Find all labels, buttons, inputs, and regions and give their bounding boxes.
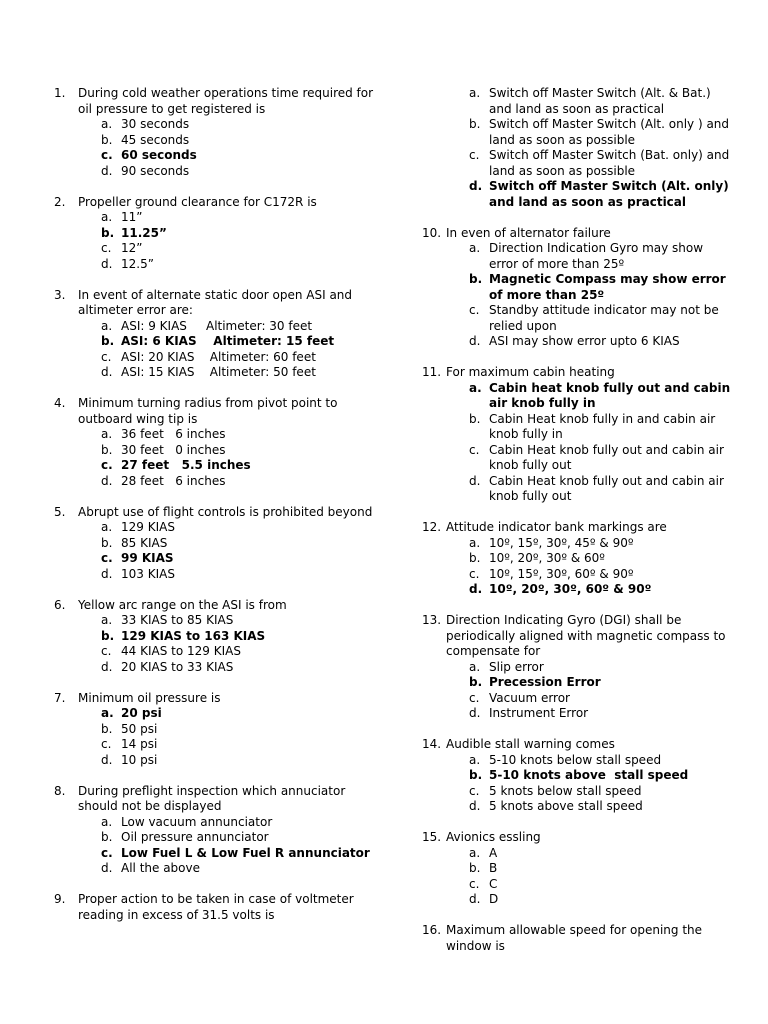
option-letter: a.	[101, 210, 113, 224]
option-text: 36 feet 6 inches	[121, 427, 226, 441]
option-text: Switch off Master Switch (Alt. only ) and land as soon as possible	[489, 117, 733, 147]
option-text: 10º, 20º, 30º & 60º	[489, 551, 605, 565]
option-letter: b.	[469, 551, 481, 565]
question-spacer	[422, 722, 732, 738]
option-letter: b.	[101, 830, 113, 844]
question-number: 3.	[54, 287, 66, 302]
option-letter: c.	[469, 148, 480, 162]
question-stem	[54, 195, 374, 211]
option-letter: a.	[101, 520, 113, 534]
question-spacer	[422, 505, 732, 521]
question-text: During cold weather operations time required for oil pressure to get registered is	[78, 86, 374, 116]
question-spacer	[54, 877, 374, 893]
question-stem	[54, 396, 374, 427]
question-spacer	[54, 582, 374, 598]
option-letter: d.	[101, 473, 113, 488]
left-column	[54, 86, 374, 923]
option-text: 12.5”	[121, 256, 154, 271]
question-spacer	[422, 210, 732, 226]
option-text: 90 seconds	[121, 163, 190, 178]
answer-option	[54, 427, 374, 443]
question-spacer	[54, 489, 374, 505]
question-text: For maximum cabin heating	[446, 365, 615, 379]
answer-option	[422, 412, 732, 443]
answer-option	[54, 210, 374, 226]
question-number: 15.	[422, 830, 442, 844]
option-letter: d.	[469, 334, 481, 348]
option-text: 5 knots below stall speed	[489, 783, 642, 798]
answer-option	[54, 474, 374, 490]
answer-option	[422, 148, 732, 179]
option-letter: c.	[101, 241, 112, 255]
option-letter: c.	[469, 303, 480, 317]
answer-option	[422, 846, 732, 862]
question-block	[54, 892, 374, 923]
option-text: Direction Indication Gyro may show error of more than 25º	[489, 241, 707, 271]
answer-option	[54, 520, 374, 536]
answer-option	[422, 241, 732, 272]
option-letter: d.	[101, 365, 113, 379]
question-block	[422, 86, 732, 210]
option-text: 99 KIAS	[121, 551, 174, 565]
question-stem	[422, 365, 732, 381]
question-number: 7.	[54, 690, 66, 705]
answer-option-correct	[422, 179, 732, 210]
answer-option	[54, 350, 374, 366]
option-text: Low vacuum annunciator	[121, 814, 273, 829]
option-text: 60 seconds	[121, 148, 197, 162]
answer-option	[422, 474, 732, 505]
option-text: B	[489, 861, 498, 875]
option-letter: d.	[469, 582, 483, 596]
question-text: Direction Indicating Gyro (DGI) shall be periodically aligned with magnetic compass to compensate for	[446, 613, 726, 658]
answer-option-correct	[54, 226, 374, 242]
question-number: 12.	[422, 520, 442, 534]
option-text: 12”	[121, 241, 143, 255]
answer-option	[54, 443, 374, 459]
answer-option	[422, 799, 732, 815]
answer-option-correct	[54, 706, 374, 722]
question-spacer	[54, 381, 374, 397]
option-letter: b.	[469, 411, 481, 426]
answer-options	[422, 536, 732, 598]
question-number: 6.	[54, 597, 66, 612]
question-number: 11.	[422, 365, 442, 379]
option-letter: a.	[101, 318, 113, 333]
question-text: Minimum oil pressure is	[78, 690, 221, 705]
option-letter: c.	[101, 845, 113, 860]
option-letter: d.	[101, 861, 113, 875]
question-number: 14.	[422, 737, 442, 751]
option-text: Standby attitude indicator may not be relied upon	[489, 303, 723, 333]
answer-options	[422, 380, 735, 505]
option-text: 11”	[121, 210, 143, 224]
option-text: Vacuum error	[489, 690, 570, 705]
option-letter: a.	[101, 706, 114, 720]
answer-option	[54, 567, 374, 583]
option-text: Cabin Heat knob fully in and cabin air knob fully in	[489, 411, 720, 441]
answer-option-correct	[422, 272, 732, 303]
right-column	[422, 86, 735, 954]
answer-option-correct	[422, 675, 732, 691]
question-number: 2.	[54, 194, 66, 209]
option-letter: b.	[469, 272, 483, 286]
option-letter: c.	[101, 737, 112, 751]
answer-option	[54, 257, 374, 273]
answer-option	[54, 830, 374, 846]
answer-option	[422, 861, 732, 877]
question-text: Yellow arc range on the ASI is from	[78, 597, 287, 612]
question-stem	[54, 505, 374, 521]
question-block	[422, 226, 732, 350]
option-letter: b.	[469, 675, 483, 689]
option-letter: a.	[469, 241, 481, 255]
question-stem	[54, 691, 374, 707]
question-text: Attitude indicator bank markings are	[446, 520, 667, 534]
question-block	[54, 288, 374, 381]
answer-option	[54, 861, 374, 877]
option-letter: c.	[101, 458, 113, 472]
option-text: D	[489, 892, 499, 906]
question-text: During preflight inspection which annuciator should not be displayed	[78, 783, 346, 813]
question-stem	[54, 598, 374, 614]
answer-options	[422, 660, 732, 722]
question-block	[422, 923, 732, 954]
answer-options	[54, 613, 374, 675]
question-block	[422, 613, 732, 722]
answer-option	[422, 536, 732, 552]
answer-option	[54, 722, 374, 738]
question-stem	[54, 86, 374, 117]
answer-option	[54, 753, 374, 769]
option-letter: a.	[469, 845, 481, 860]
question-block	[54, 505, 374, 583]
option-text: Instrument Error	[489, 706, 589, 720]
option-letter: d.	[469, 473, 481, 488]
question-stem	[54, 892, 374, 923]
question-stem	[422, 613, 732, 660]
answer-option-correct	[54, 846, 374, 862]
answer-options	[422, 753, 732, 815]
option-letter: c.	[101, 349, 112, 364]
option-text: 10º, 15º, 30º, 45º & 90º	[489, 535, 634, 550]
option-letter: d.	[101, 163, 113, 178]
question-stem	[422, 923, 732, 954]
question-stem	[422, 830, 732, 846]
answer-option-correct	[54, 551, 374, 567]
answer-option-correct	[54, 458, 374, 474]
question-block	[422, 520, 732, 598]
question-spacer	[54, 768, 374, 784]
option-text: 5-10 knots above stall speed	[489, 768, 689, 782]
option-text: 27 feet 5.5 inches	[121, 458, 251, 472]
option-letter: c.	[101, 148, 113, 162]
question-block	[422, 365, 735, 505]
option-text: 11.25”	[121, 225, 167, 240]
question-spacer	[422, 908, 732, 924]
answer-option	[422, 877, 732, 893]
answer-option	[422, 551, 732, 567]
option-text: A	[489, 845, 498, 860]
option-letter: c.	[469, 783, 480, 798]
option-letter: b.	[101, 132, 113, 147]
option-text: 103 KIAS	[121, 566, 175, 581]
option-letter: c.	[101, 551, 113, 565]
option-text: ASI: 6 KIAS Altimeter: 15 feet	[121, 334, 335, 348]
option-letter: d.	[101, 752, 113, 767]
answer-option	[422, 303, 732, 334]
option-text: Cabin Heat knob fully out and cabin air knob fully out	[489, 442, 728, 472]
question-block	[422, 830, 732, 908]
answer-options	[54, 520, 374, 582]
answer-options	[422, 86, 732, 210]
question-text: Maximum allowable speed for opening the window is	[446, 923, 703, 953]
answer-options	[422, 241, 732, 350]
option-text: 5-10 knots below stall speed	[489, 752, 662, 767]
answer-options	[54, 815, 374, 877]
option-text: 14 psi	[121, 737, 158, 751]
option-letter: b.	[101, 334, 115, 348]
option-letter: b.	[101, 721, 113, 736]
option-text: 20 KIAS to 33 KIAS	[121, 659, 234, 674]
question-stem	[422, 520, 732, 536]
answer-option	[54, 365, 374, 381]
answer-option	[422, 706, 732, 722]
option-letter: a.	[469, 752, 481, 767]
answer-option	[54, 660, 374, 676]
option-letter: d.	[101, 659, 113, 674]
option-letter: a.	[469, 86, 481, 100]
question-block	[54, 86, 374, 179]
option-text: ASI: 20 KIAS Altimeter: 60 feet	[121, 349, 316, 364]
answer-options	[54, 706, 374, 768]
question-block	[54, 598, 374, 676]
option-letter: b.	[101, 225, 115, 240]
question-text: In event of alternate static door open ASI and altimeter error are:	[78, 287, 353, 317]
question-number: 16.	[422, 923, 442, 937]
answer-option	[54, 319, 374, 335]
option-letter: a.	[101, 427, 113, 441]
option-letter: a.	[469, 380, 482, 395]
question-number: 10.	[422, 225, 442, 240]
answer-option	[54, 133, 374, 149]
option-letter: a.	[101, 613, 113, 627]
answer-options	[54, 319, 374, 381]
answer-option	[54, 815, 374, 831]
option-text: 5 knots above stall speed	[489, 799, 643, 813]
option-letter: d.	[101, 566, 113, 581]
option-letter: b.	[469, 117, 481, 131]
option-letter: d.	[469, 706, 481, 720]
question-spacer	[54, 272, 374, 288]
option-letter: a.	[469, 659, 481, 674]
option-text: C	[489, 876, 498, 891]
option-letter: c.	[469, 442, 480, 457]
answer-option	[54, 117, 374, 133]
answer-option	[54, 536, 374, 552]
option-text: 45 seconds	[121, 132, 190, 147]
option-text: All the above	[121, 861, 200, 875]
option-letter: b.	[101, 628, 115, 643]
option-text: 20 psi	[121, 706, 162, 720]
answer-option	[422, 334, 732, 350]
answer-option	[54, 241, 374, 257]
option-letter: a.	[469, 535, 481, 550]
question-text: Minimum turning radius from pivot point to outboard wing tip is	[78, 396, 338, 426]
option-letter: b.	[101, 442, 113, 457]
answer-option-correct	[54, 148, 374, 164]
option-letter: b.	[469, 861, 481, 875]
option-text: Cabin heat knob fully out and cabin air knob fully in	[489, 380, 735, 410]
option-text: 30 feet 0 inches	[121, 442, 226, 457]
option-text: 44 KIAS to 129 KIAS	[121, 644, 241, 658]
option-text: 10º, 20º, 30º, 60º & 90º	[489, 582, 652, 596]
option-text: 10º, 15º, 30º, 60º & 90º	[489, 566, 634, 581]
answer-option	[422, 892, 732, 908]
question-stem	[422, 226, 732, 242]
answer-option	[422, 660, 732, 676]
option-letter: c.	[469, 566, 480, 581]
question-block	[54, 784, 374, 877]
answer-option-correct	[54, 334, 374, 350]
option-text: 30 seconds	[121, 117, 190, 131]
option-text: 50 psi	[121, 721, 158, 736]
option-text: ASI may show error upto 6 KIAS	[489, 334, 680, 348]
option-text: 85 KIAS	[121, 535, 168, 550]
question-spacer	[422, 350, 732, 366]
answer-option	[54, 613, 374, 629]
answer-option	[422, 784, 732, 800]
option-text: Switch off Master Switch (Alt. & Bat.) and land as soon as practical	[489, 86, 715, 116]
question-text: Avionics essling	[446, 830, 541, 844]
question-block	[54, 396, 374, 489]
question-number: 5.	[54, 504, 66, 519]
question-stem	[54, 784, 374, 815]
question-text: Audible stall warning comes	[446, 737, 615, 751]
answer-option-correct	[422, 768, 732, 784]
question-block	[54, 195, 374, 273]
option-text: Switch off Master Switch (Alt. only) and land as soon as practical	[489, 179, 733, 209]
option-letter: d.	[101, 256, 113, 271]
question-spacer	[54, 675, 374, 691]
question-number: 8.	[54, 783, 66, 798]
option-letter: a.	[101, 117, 113, 131]
option-text: 129 KIAS	[121, 520, 175, 534]
question-text: In even of alternator failure	[446, 225, 611, 240]
question-number: 9.	[54, 892, 66, 906]
option-letter: c.	[469, 876, 480, 891]
option-text: 28 feet 6 inches	[121, 473, 226, 488]
answer-options	[54, 117, 374, 179]
option-text: 33 KIAS to 85 KIAS	[121, 613, 234, 627]
option-letter: d.	[469, 179, 483, 193]
option-letter: a.	[101, 814, 113, 829]
option-text: Low Fuel L & Low Fuel R annunciator	[121, 845, 370, 860]
answer-option	[54, 737, 374, 753]
answer-option	[422, 691, 732, 707]
answer-option	[422, 86, 732, 117]
question-stem	[54, 288, 374, 319]
answer-option	[422, 117, 732, 148]
question-text: Proper action to be taken in case of voltmeter reading in excess of 31.5 volts is	[78, 892, 354, 922]
answer-option	[422, 753, 732, 769]
option-text: Slip error	[489, 659, 544, 674]
option-text: Magnetic Compass may show error of more than 25º	[489, 272, 730, 302]
question-block	[54, 691, 374, 769]
question-number: 13.	[422, 613, 442, 627]
question-text: Propeller ground clearance for C172R is	[78, 194, 317, 209]
question-text: Abrupt use of flight controls is prohibited beyond	[78, 504, 373, 519]
option-text: Oil pressure annunciator	[121, 830, 269, 844]
option-text: 129 KIAS to 163 KIAS	[121, 628, 266, 643]
answer-option-correct	[54, 629, 374, 645]
option-text: ASI: 15 KIAS Altimeter: 50 feet	[121, 365, 316, 379]
question-spacer	[422, 815, 732, 831]
option-letter: c.	[101, 644, 112, 658]
answer-option	[422, 443, 732, 474]
option-text: ASI: 9 KIAS Altimeter: 30 feet	[121, 318, 313, 333]
answer-options	[54, 210, 374, 272]
answer-option	[54, 164, 374, 180]
answer-option	[422, 567, 732, 583]
question-block	[422, 737, 732, 815]
question-spacer	[54, 179, 374, 195]
option-letter: d.	[469, 799, 481, 813]
answer-option-correct	[422, 582, 732, 598]
option-letter: b.	[469, 768, 483, 782]
answer-option	[54, 644, 374, 660]
question-number: 4.	[54, 396, 66, 410]
option-letter: b.	[101, 535, 113, 550]
question-stem	[422, 737, 732, 753]
answer-option-correct	[422, 380, 735, 412]
question-spacer	[422, 598, 732, 614]
question-number: 1.	[54, 86, 66, 100]
answer-options	[422, 846, 732, 908]
option-text: Precession Error	[489, 675, 601, 689]
option-text: 10 psi	[121, 752, 158, 767]
option-letter: d.	[469, 892, 481, 906]
option-text: Switch off Master Switch (Bat. only) and land as soon as possible	[489, 148, 734, 178]
option-text: Cabin Heat knob fully out and cabin air knob fully out	[489, 473, 728, 503]
answer-options	[54, 427, 374, 489]
option-letter: c.	[469, 690, 480, 705]
